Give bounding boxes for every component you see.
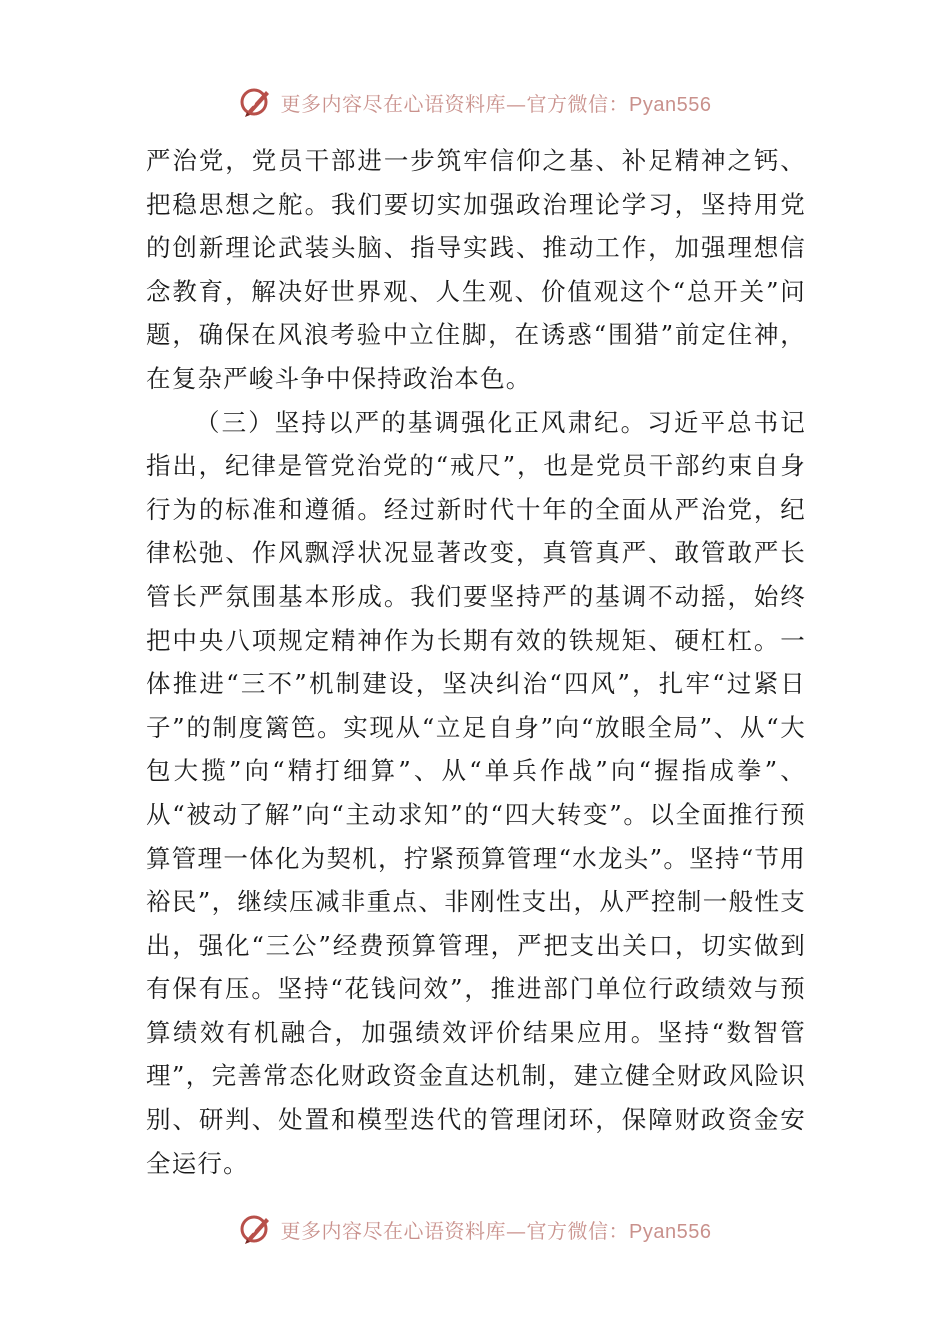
header-banner [0,82,950,122]
paragraph-2: （三）坚持以严的基调强化正风肃纪。习近平总书记指出，纪律是管党治党的“戒尺”，也是党员干部约束自身行为的标准和遵循。经过新时代十年的全面从严治党，纪律松弛、作风飘浮状况显著改变，真管真严、敢管敢严长管长严氛围基本形成。我们要坚持严的基调不动摇，始终把中央八项规定精神作为长期有效的铁规矩、硬杠杠。一体推进“三不”机制建设，坚决纠治“四风”，扎牢“过紧日子”的制度篱笆。实现从“立足自身”向“放眼全局”、从“大包大揽”向“精打细算”、从“单兵作战”向“握指成拳”、从“被动了解”向“主动求知”的“四大转变”。以全面推行预算管理一体化为契机，拧紧预算管理“水龙头”。坚持“节用裕民”，继续压减非重点、非刚性支出，从严控制一般性支出，强化“三公”经费预算管理，严把支出关口，切实做到有保有压。坚持“花钱问效”，推进部门单位行政绩效与预算绩效有机融合，加强绩效评价结果应用。坚持“数智管理”，完善常态化财政资金直达机制，建立健全财政风险识别、研判、处置和模型迭代的管理闭环，保障财政资金安全运行。 [146,407,806,1178]
header-wechat-id: Pyan556 [629,93,712,116]
document-body [146,139,806,1185]
footer-banner-text: 更多内容尽在心语资料库—官方微信：Pyan556 [280,1218,712,1243]
footer-wechat-id: Pyan556 [629,1220,712,1243]
pen-circle-logo-icon [239,1212,273,1246]
paragraph-1: 严治党，党员干部进一步筑牢信仰之基、补足精神之钙、把稳思想之舵。我们要切实加强政治理论学习，坚持用党的创新理论武装头脑、指导实践、推动工作，加强理想信念教育，解决好世界观、人生观、价值观这个“总开关”问题，确保在风浪考验中立住脚，在诱惑“围猎”前定住神，在复杂严峻斗争中保持政治本色。 [146,146,806,393]
footer-banner [0,1209,950,1249]
header-banner-text: 更多内容尽在心语资料库—官方微信：Pyan556 [280,91,712,116]
pen-circle-logo-icon [239,85,273,119]
